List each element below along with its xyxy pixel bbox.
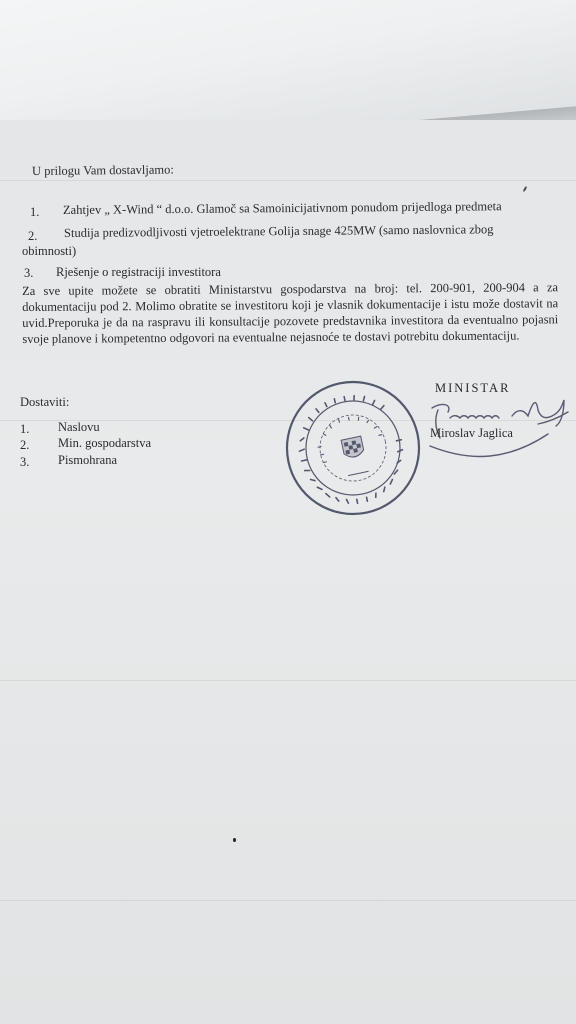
attachment-1-text: Zahtjev „ X-Wind “ d.o.o. Glamoč sa Samoinicijativnom ponudom prijedloga predmeta [62, 199, 502, 217]
body-paragraph: Za sve upite možete se obratiti Ministarstvu gospodarstva na broj: tel. 200-901, 200-904 a za dokumentaciju pod 2. Molimo obratite se investitoru koji je vlasnik dokumentacije i istu može dostavit na uvid.Preporuka je da na raspravu ili konsultacije pozovete predstavnika investitora da eventualno pojasni svoje planove i kompetentno odgovori na eventualne nejasnoće te dostavi potrebitu dokumentaciju. [22, 280, 559, 346]
attachment-3-text: Rješenje o registraciji investitora [56, 265, 221, 279]
signatory-title: MINISTAR [435, 381, 511, 395]
distribution-heading: Dostaviti: [20, 395, 70, 409]
distribution-3-text: Pismohrana [58, 453, 118, 467]
distribution-2-text: Min. gospodarstva [58, 436, 152, 450]
official-stamp [283, 378, 423, 518]
attachment-2-number: 2. [28, 229, 38, 243]
distribution-1-text: Naslovu [58, 420, 100, 434]
ink-speck [233, 838, 236, 842]
attachment-2-continuation: obimnosti) [22, 244, 77, 258]
intro-line: U prilogu Vam dostavljamo: [31, 162, 174, 178]
distribution-3-number: 3. [20, 455, 30, 469]
attachment-2-text: Studija predizvodljivosti vjetroelektrane Golija snage 425MW (samo naslovnica zbog [63, 222, 494, 240]
distribution-2-number: 2. [20, 438, 30, 452]
distribution-1-number: 1. [20, 422, 30, 436]
letter-page [0, 120, 576, 1024]
attachment-3-number: 3. [24, 266, 34, 280]
signatory-name: Miroslav Jaglica [430, 426, 513, 440]
attachment-1-number: 1. [30, 205, 40, 219]
